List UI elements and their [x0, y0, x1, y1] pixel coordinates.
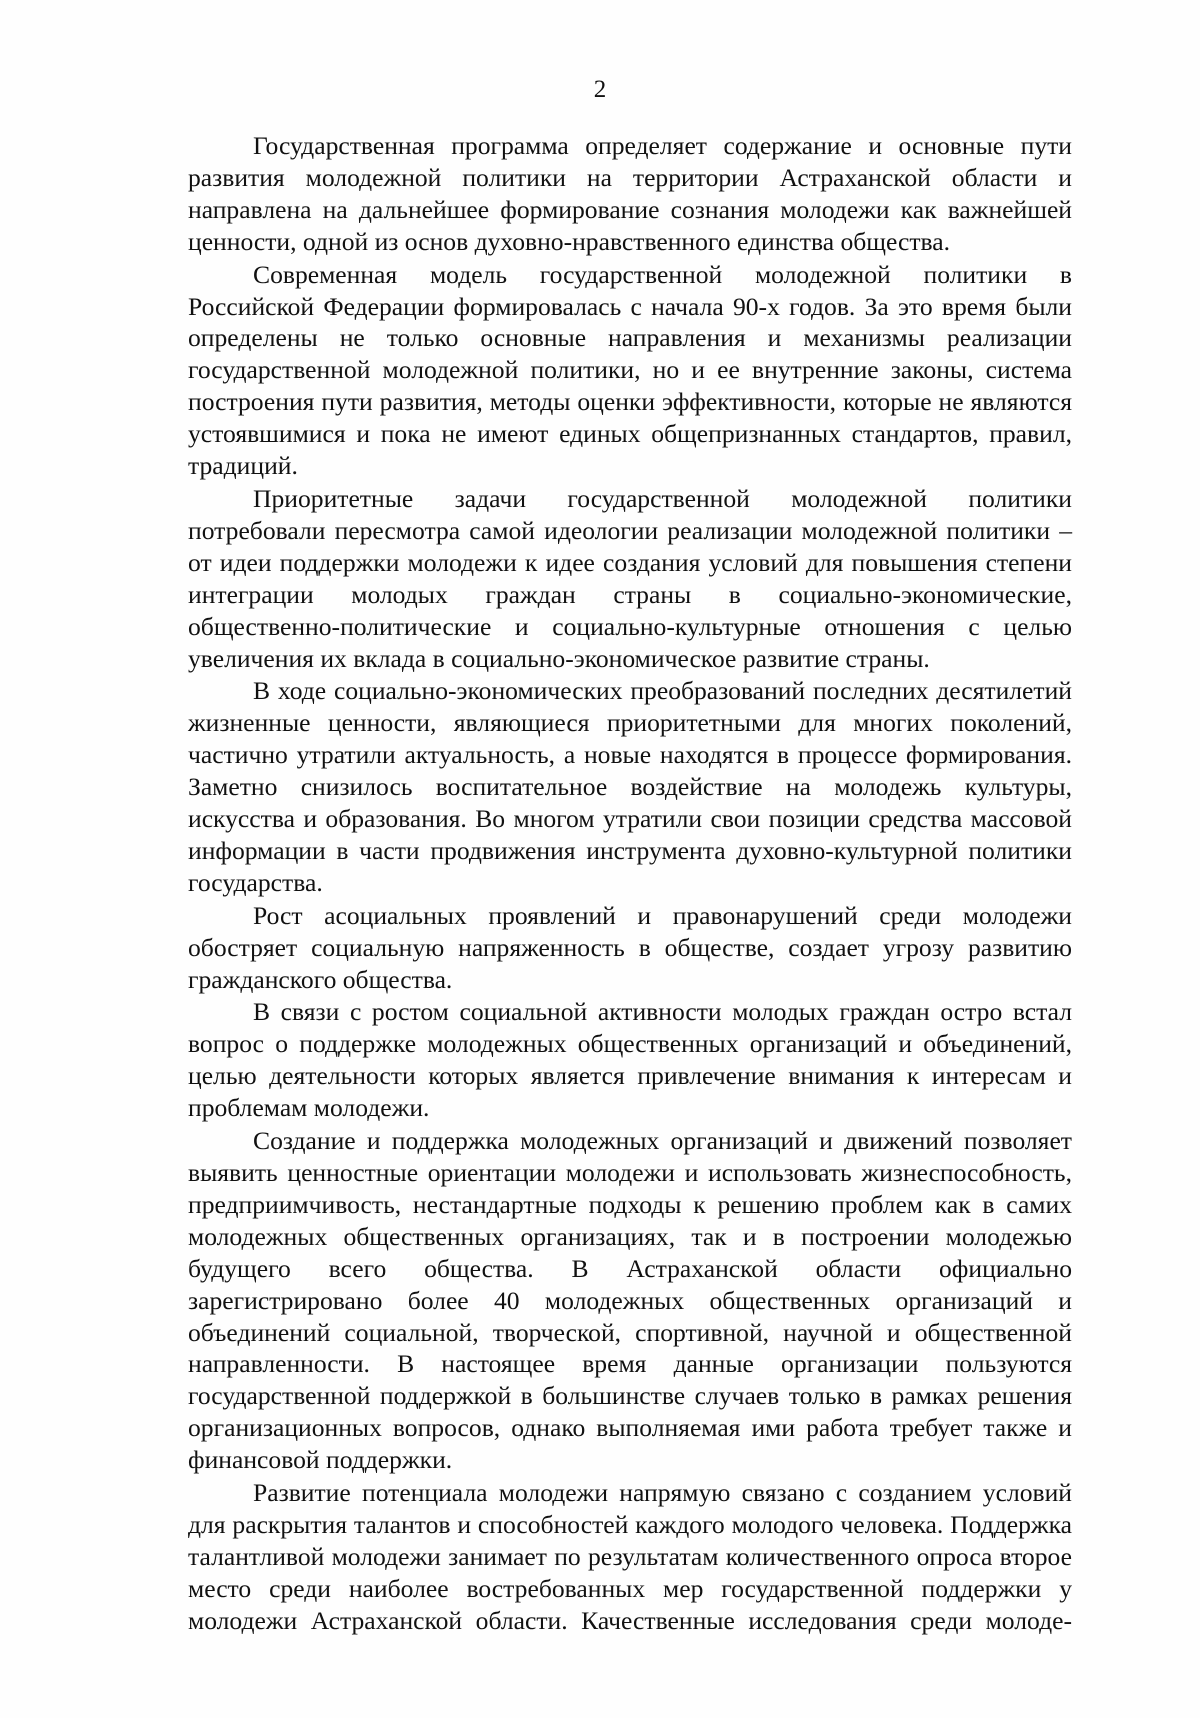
paragraph-youth-organizations: Создание и поддержка молодежных организаций и движений позволяет выявить ценностные ориентации молодежи и использовать жизнеспособность, предприимчивость, нестандартные подходы к решению проблем как в самих молодежных общественных организациях, так и в построении молодежью будущего всего общества. В Астраханской области официально зарегистрировано более 40 молодежных общественных организаций и объединений социальной, творческой, спортивной, научной и общественной направленности. В настоящее время данные организации пользуются государственной поддержкой в большинстве случаев только в рамках решения организационных вопросов, однако выполняемая ими работа требует также и финансовой поддержки. — [188, 1126, 1072, 1475]
paragraph-socio-economic-changes: В ходе социально-экономических преобразований последних десятилетий жизненные ценности, являющиеся приоритетными для многих поколений, частично утратили актуальность, а новые находятся в процессе формирования. Заметно снизилось воспитательное воздействие на молодежь культуры, искусства и образования. Во многом утратили свои позиции средства массовой информации в части продвижения инструмента духовно-культурной политики государства. — [188, 676, 1072, 897]
paragraph-youth-potential: Развитие потенциала молодежи напрямую связано с созданием условий для раскрытия талантов и способностей каждого молодого человека. Поддержка талантливой молодежи занимает по результатам количественного опроса второе место среди наиболее востребованных мер государственной поддержки у молодежи Астраханской области. Качественные исследования среди молоде- — [188, 1478, 1072, 1635]
paragraph-modern-model: Современная модель государственной молодежной политики в Российской Федерации формировалась с начала 90-х годов. За это время были определены не только основные направления и механизмы реализации государственной молодежной политики, но и ее внутренние законы, система построения пути развития, методы оценки эффективности, которые не являются устоявшимися и пока не имеют единых общепризнанных стандартов, правил, традиций. — [188, 259, 1072, 481]
paragraph-asocial-growth: Рост асоциальных проявлений и правонарушений среди молодежи обостряет социальную напряженность в обществе, создает угрозу развитию гражданского общества. — [188, 900, 1072, 994]
paragraph-social-activity: В связи с ростом социальной активности молодых граждан остро встал вопрос о поддержке молодежных общественных организаций и объединений, целью деятельности которых является привлечение внимания к интересам и проблемам молодежи. — [188, 997, 1072, 1123]
page-number: 2 — [593, 76, 607, 103]
paragraph-program-goals: Государственная программа определяет содержание и основные пути развития молодежной политики на территории Астраханской области и направлена на дальнейшее формирование сознания молодежи как важнейшей ценности, одной из основ духовно-нравственного единства общества. — [188, 131, 1072, 256]
document-body — [188, 130, 1072, 1637]
paragraph-priority-tasks: Приоритетные задачи государственной молодежной политики потребовали пересмотра самой идеологии реализации молодежной политики – от идеи поддержки молодежи к идее создания условий для повышения степени интеграции молодых граждан страны в социально-экономические, общественно-политические и социально-культурные отношения с целью увеличения их вклада в социально-экономическое развитие страны. — [188, 483, 1072, 673]
